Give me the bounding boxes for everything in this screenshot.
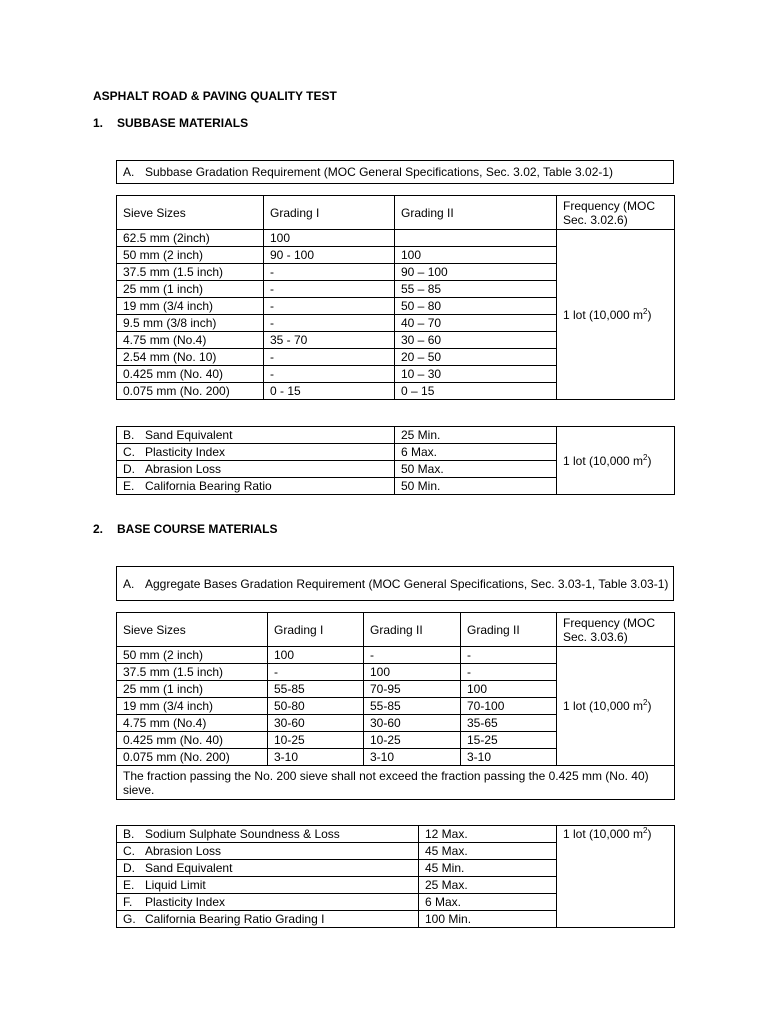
header-cell: Frequency (MOC Sec. 3.02.6) [557, 196, 675, 230]
table-cell: 37.5 mm (1.5 inch) [117, 264, 264, 281]
table-cell: 62.5 mm (2inch) [117, 230, 264, 247]
table-cell: 55-85 [364, 698, 461, 715]
table-row [117, 427, 675, 444]
property-value: 100 Min. [419, 911, 557, 928]
frequency-close: ) [647, 699, 652, 713]
table-cell: 50 mm (2 inch) [117, 647, 268, 664]
base-course-properties-table [116, 825, 675, 928]
table-cell: 19 mm (3/4 inch) [117, 698, 268, 715]
property-value: 45 Min. [419, 860, 557, 877]
property-cell [117, 427, 395, 444]
item-letter: C. [123, 844, 135, 858]
caption-text: Aggregate Bases Gradation Requirement (MOC General Specifications, Sec. 3.03-1, Table 3.03-1) [145, 576, 669, 591]
table-cell: 0 - 15 [264, 383, 395, 400]
table-cell: 0 – 15 [395, 383, 557, 400]
table-cell: 100 [268, 647, 364, 664]
table-cell: - [461, 664, 557, 681]
property-name: Plasticity Index [145, 445, 226, 459]
table-cell: 30-60 [364, 715, 461, 732]
frequency-cell [557, 647, 675, 766]
aggregate-gradation-caption-table [116, 566, 674, 601]
table-cell: - [264, 281, 395, 298]
property-name: Abrasion Loss [145, 462, 222, 476]
table-cell: 30 – 60 [395, 332, 557, 349]
gradation-note: The fraction passing the No. 200 sieve shall not exceed the fraction passing the 0.425 mm (No. 40) sieve. [117, 766, 675, 800]
caption-text: Subbase Gradation Requirement (MOC General Specifications, Sec. 3.02, Table 3.02-1) [145, 165, 614, 179]
section-heading-subbase [93, 116, 248, 130]
table-cell: 4.75 mm (No.4) [117, 715, 268, 732]
frequency-cell [557, 230, 675, 400]
table-cell: 3-10 [364, 749, 461, 766]
header-cell: Frequency (MOC Sec. 3.03.6) [557, 613, 675, 647]
table-cell: 15-25 [461, 732, 557, 749]
table-cell: - [364, 647, 461, 664]
item-letter: B. [123, 827, 135, 841]
frequency-superscript: 2 [643, 452, 648, 462]
table-cell: 25 mm (1 inch) [117, 681, 268, 698]
property-cell [117, 894, 419, 911]
table-cell: 3-10 [461, 749, 557, 766]
section-heading-base-course [93, 522, 277, 536]
property-name: Liquid Limit [145, 878, 206, 892]
table-cell: 37.5 mm (1.5 inch) [117, 664, 268, 681]
property-name: California Bearing Ratio Grading I [145, 912, 325, 926]
frequency-text: 1 lot (10,000 m [563, 827, 644, 841]
table-cell: 0.075 mm (No. 200) [117, 383, 264, 400]
table-cell: - [264, 349, 395, 366]
table-cell: 50 mm (2 inch) [117, 247, 264, 264]
property-cell [117, 860, 419, 877]
aggregate-gradation-table [116, 612, 675, 800]
property-value: 6 Max. [419, 894, 557, 911]
table-cell [395, 230, 557, 247]
header-cell: Sieve Sizes [117, 196, 264, 230]
property-value: 45 Max. [419, 843, 557, 860]
header-cell: Grading II [364, 613, 461, 647]
table-cell: - [264, 366, 395, 383]
table-cell: 35 - 70 [264, 332, 395, 349]
table-cell: 25 mm (1 inch) [117, 281, 264, 298]
property-value: 50 Max. [395, 461, 557, 478]
table-cell: 30-60 [268, 715, 364, 732]
table-cell: 40 – 70 [395, 315, 557, 332]
property-name: Sodium Sulphate Soundness & Loss [145, 827, 340, 841]
frequency-close: ) [647, 453, 652, 468]
property-cell [117, 877, 419, 894]
table-cell: 100 [461, 681, 557, 698]
property-value: 50 Min. [395, 478, 557, 495]
property-name: Plasticity Index [145, 895, 226, 909]
item-letter: G. [123, 912, 136, 926]
item-letter: A. [123, 165, 135, 179]
item-letter: D. [123, 861, 135, 875]
table-cell: 2.54 mm (No. 10) [117, 349, 264, 366]
table-cell: 100 [364, 664, 461, 681]
property-value: 6 Max. [395, 444, 557, 461]
property-value: 25 Min. [395, 427, 557, 444]
table-cell: 4.75 mm (No.4) [117, 332, 264, 349]
property-value: 12 Max. [419, 826, 557, 843]
property-name: Sand Equivalent [145, 428, 233, 442]
table-cell: 10 – 30 [395, 366, 557, 383]
frequency-text: 1 lot (10,000 m [563, 699, 644, 713]
header-cell: Grading I [264, 196, 395, 230]
table-row [117, 826, 675, 843]
table-cell: 0.075 mm (No. 200) [117, 749, 268, 766]
table-cell: - [264, 315, 395, 332]
header-cell: Grading II [461, 613, 557, 647]
frequency-text: 1 lot (10,000 m [563, 307, 644, 322]
property-cell [117, 911, 419, 928]
table-cell: 20 – 50 [395, 349, 557, 366]
section-title: SUBBASE MATERIALS [117, 116, 249, 130]
table-cell: 50-80 [268, 698, 364, 715]
section-title: BASE COURSE MATERIALS [117, 522, 278, 536]
table-cell: - [264, 298, 395, 315]
table-cell: 3-10 [268, 749, 364, 766]
table-cell: 90 - 100 [264, 247, 395, 264]
frequency-close: ) [647, 827, 652, 841]
table-row [117, 647, 675, 664]
frequency-text: 1 lot (10,000 m [563, 453, 644, 468]
frequency-superscript: 2 [643, 698, 648, 707]
caption-cell [117, 161, 674, 184]
property-cell [117, 461, 395, 478]
subbase-gradation-table [116, 195, 675, 400]
caption-cell [117, 567, 674, 601]
item-letter: E. [123, 479, 135, 493]
property-name: Sand Equivalent [145, 861, 233, 875]
table-row [117, 230, 675, 247]
table-cell: 0.425 mm (No. 40) [117, 732, 268, 749]
property-cell [117, 826, 419, 843]
section-number: 1. [93, 116, 104, 130]
table-cell: 70-95 [364, 681, 461, 698]
property-cell [117, 444, 395, 461]
table-cell: 55-85 [268, 681, 364, 698]
item-letter: C. [123, 445, 135, 459]
item-letter: E. [123, 878, 135, 892]
table-cell: 100 [395, 247, 557, 264]
table-cell: - [268, 664, 364, 681]
table-cell: 19 mm (3/4 inch) [117, 298, 264, 315]
table-cell: 100 [264, 230, 395, 247]
table-cell: 55 – 85 [395, 281, 557, 298]
frequency-close: ) [647, 307, 652, 322]
table-cell: 0.425 mm (No. 40) [117, 366, 264, 383]
frequency-superscript: 2 [643, 826, 648, 835]
header-cell: Sieve Sizes [117, 613, 268, 647]
property-name: Abrasion Loss [145, 844, 222, 858]
document-title: ASPHALT ROAD & PAVING QUALITY TEST [93, 89, 337, 103]
property-value: 25 Max. [419, 877, 557, 894]
item-letter: A. [123, 576, 135, 591]
property-cell [117, 843, 419, 860]
table-cell: - [264, 264, 395, 281]
header-cell: Grading II [395, 196, 557, 230]
table-cell: 10-25 [364, 732, 461, 749]
item-letter: D. [123, 462, 135, 476]
item-letter: B. [123, 428, 135, 442]
property-cell [117, 478, 395, 495]
table-cell: 90 – 100 [395, 264, 557, 281]
subbase-gradation-caption-table [116, 160, 674, 184]
table-cell: 35-65 [461, 715, 557, 732]
frequency-superscript: 2 [643, 306, 648, 316]
header-cell: Grading I [268, 613, 364, 647]
table-cell: 9.5 mm (3/8 inch) [117, 315, 264, 332]
section-number: 2. [93, 522, 104, 536]
table-cell: 70-100 [461, 698, 557, 715]
item-letter: F. [123, 895, 133, 909]
table-cell: 50 – 80 [395, 298, 557, 315]
table-cell: - [461, 647, 557, 664]
property-name: California Bearing Ratio [145, 479, 272, 493]
table-cell: 10-25 [268, 732, 364, 749]
subbase-properties-table [116, 426, 675, 495]
frequency-cell [557, 427, 675, 495]
frequency-cell [557, 826, 675, 928]
